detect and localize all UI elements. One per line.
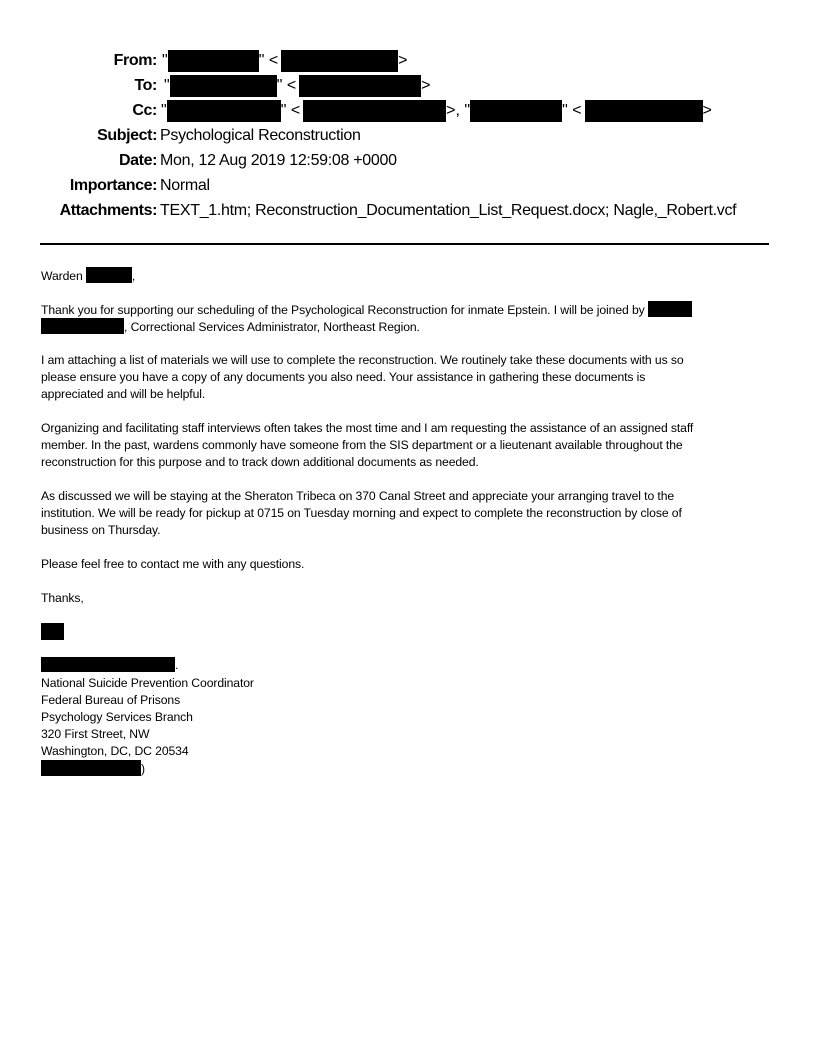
para-2-line-1: I am attaching a list of materials we will use to complete the reconstruction. We routinely take these documents with us so: [41, 353, 684, 367]
importance-value: Normal: [160, 177, 210, 194]
redaction: [585, 100, 703, 122]
subject-value: Psychological Reconstruction: [160, 127, 361, 144]
para-2-line-3: appreciated and will be helpful.: [41, 387, 206, 401]
from-value: " " < >: [162, 50, 408, 72]
to-row: [0, 75, 780, 97]
para-3-line-3: reconstruction for this purpose and to track down additional documents as needed.: [41, 455, 479, 469]
header-divider: [40, 243, 769, 245]
greeting-text: Warden: [41, 269, 83, 283]
attachments-label: Attachments:: [59, 202, 157, 219]
cc-label: Cc:: [132, 102, 157, 119]
subject-label: Subject:: [97, 127, 157, 144]
para-3-line-2: member. In the past, wardens commonly have someone from the SIS department or a lieutenant available throughout the: [41, 438, 683, 452]
text: Thank you for supporting our scheduling of the Psychological Reconstruction for inmate Epstein. I will be joined by: [41, 303, 645, 317]
signature-title: National Suicide Prevention Coordinator: [41, 676, 254, 690]
signature-branch: Psychology Services Branch: [41, 710, 193, 724]
cc-value: " " < >, " " < >: [161, 100, 712, 122]
date-value: Mon, 12 Aug 2019 12:59:08 +0000: [160, 152, 397, 169]
signature-name: [41, 657, 178, 674]
subject-row: [0, 125, 780, 147]
redaction: [303, 100, 446, 122]
redaction: [41, 657, 175, 672]
greeting-punct: ,: [131, 269, 136, 283]
para-1-line-1: [41, 301, 692, 319]
para-4-line-2: institution. We will be ready for pickup at 0715 on Tuesday morning and expect to complete the reconstruction by close of: [41, 506, 682, 520]
para-5: Please feel free to contact me with any questions.: [41, 557, 305, 571]
name-punct: .: [175, 658, 179, 672]
para-3-line-1: Organizing and facilitating staff interviews often takes the most time and I am requesting the assistance of an assigned staff: [41, 421, 694, 435]
cc-row: [0, 100, 780, 122]
redaction: [648, 301, 692, 317]
signature-street: 320 First Street, NW: [41, 727, 150, 741]
para-1-line-2: [41, 318, 420, 336]
redaction: [168, 50, 259, 72]
redaction: [170, 75, 277, 97]
signature-city: Washington, DC, DC 20534: [41, 744, 189, 758]
signature-org: Federal Bureau of Prisons: [41, 693, 181, 707]
date-label: Date:: [118, 152, 157, 169]
from-row: [0, 50, 780, 72]
signature-phone: [41, 760, 145, 778]
para-2-line-2: please ensure you have a copy of any documents you also need. Your assistance in gathering these documents is: [41, 370, 646, 384]
phone-punct: ): [141, 762, 145, 776]
redaction: [41, 318, 124, 334]
attachments-row: [0, 200, 780, 222]
greeting: [41, 267, 135, 285]
closing: Thanks,: [41, 591, 84, 605]
from-label: From:: [113, 52, 157, 69]
redaction: [41, 623, 64, 640]
redaction: [299, 75, 421, 97]
redaction: [41, 760, 141, 776]
importance-row: [0, 175, 780, 197]
redaction: [470, 100, 562, 122]
para-4-line-3: business on Thursday.: [41, 523, 161, 537]
date-row: [0, 150, 780, 172]
to-label: To:: [134, 77, 157, 94]
text: , Correctional Services Administrator, Northeast Region.: [124, 320, 420, 334]
importance-label: Importance:: [69, 177, 157, 194]
attachments-value: TEXT_1.htm; Reconstruction_Documentation_List_Request.docx; Nagle,_Robert.vcf: [160, 202, 737, 219]
to-value: " " < >: [164, 75, 431, 97]
redaction: [86, 267, 132, 283]
para-4-line-1: As discussed we will be staying at the Sheraton Tribeca on 370 Canal Street and appreciate your arranging travel to the: [41, 489, 675, 503]
redaction: [281, 50, 398, 72]
redaction: [167, 100, 281, 122]
